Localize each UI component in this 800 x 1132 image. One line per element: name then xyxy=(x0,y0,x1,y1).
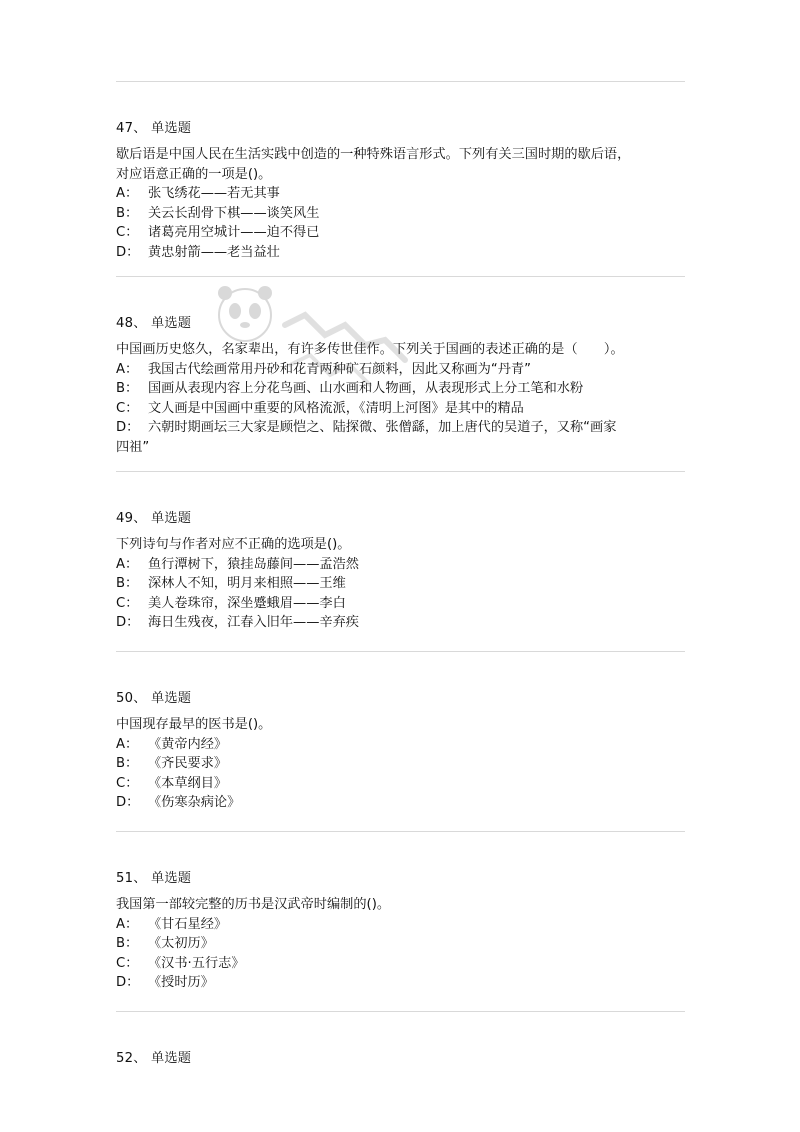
question-49 xyxy=(116,509,691,633)
question-47 xyxy=(116,119,691,262)
divider xyxy=(116,471,685,472)
divider xyxy=(116,651,685,652)
option-a[interactable]: A： 张飞绣花——若无其事 xyxy=(116,186,280,201)
question-header: 49、 单选题 xyxy=(116,511,192,526)
question-header: 52、 单选题 xyxy=(116,1051,192,1066)
question-stem: 对应语意正确的一项是()。 xyxy=(116,166,272,182)
question-50 xyxy=(116,689,691,813)
divider xyxy=(116,276,685,277)
option-d-continuation: 四祖” xyxy=(116,439,150,455)
question-52 xyxy=(116,1049,691,1075)
option-b[interactable]: B： 关云长刮骨下棋——谈笑风生 xyxy=(116,205,320,221)
option-d[interactable]: D： 海日生残夜，江春入旧年——辛弃疾 xyxy=(116,615,359,630)
option-b[interactable]: B： 国画从表现内容上分花鸟画、山水画和人物画，从表现形式上分工笔和水粉 xyxy=(116,381,584,396)
question-stem: 歇后语是中国人民在生活实践中创造的一种特殊语言形式。下列有关三国时期的歇后语， xyxy=(116,147,631,162)
option-b[interactable]: B： 《太初历》 xyxy=(116,936,214,951)
option-a[interactable]: A： 《甘石星经》 xyxy=(116,916,228,932)
option-a[interactable]: A： 我国古代绘画常用丹砂和花青两种矿石颜料，因此又称画为“丹青” xyxy=(116,361,531,377)
option-b[interactable]: B： 《齐民要求》 xyxy=(116,756,228,771)
option-c[interactable]: C： 《汉书·五行志》 xyxy=(116,955,245,971)
question-stem: 下列诗句与作者对应不正确的选项是()。 xyxy=(116,537,351,552)
question-stem: 中国画历史悠久，名家辈出，有许多传世佳作。下列关于国画的表述正确的是（ ）。 xyxy=(116,342,624,357)
question-header: 51、 单选题 xyxy=(116,871,192,886)
divider xyxy=(116,1011,685,1012)
option-d[interactable]: D： 六朝时期画坛三大家是顾恺之、陆探微、张僧繇，加上唐代的吴道子，又称“画家 xyxy=(116,420,617,435)
option-c[interactable]: C： 文人画是中国画中重要的风格流派，《清明上河图》是其中的精品 xyxy=(116,400,524,416)
question-stem: 中国现存最早的医书是()。 xyxy=(116,717,272,732)
question-header: 50、 单选题 xyxy=(116,691,192,706)
option-a[interactable]: A： 《黄帝内经》 xyxy=(116,736,228,752)
question-48 xyxy=(116,314,691,457)
option-d[interactable]: D： 黄忠射箭——老当益壮 xyxy=(116,244,280,260)
option-d[interactable]: D： 《授时历》 xyxy=(116,975,214,990)
option-d[interactable]: D： 《伤寒杂病论》 xyxy=(116,795,241,810)
option-b[interactable]: B： 深林人不知，明月来相照——王维 xyxy=(116,576,346,591)
option-a[interactable]: A： 鱼行潭树下，猿挂岛藤间——孟浩然 xyxy=(116,556,359,572)
question-51 xyxy=(116,869,691,993)
question-header: 47、 单选题 xyxy=(116,121,192,136)
option-c[interactable]: C： 《本草纲目》 xyxy=(116,775,228,791)
question-header: 48、 单选题 xyxy=(116,316,192,331)
option-c[interactable]: C： 美人卷珠帘，深坐蹙蛾眉——李白 xyxy=(116,595,346,611)
question-stem: 我国第一部较完整的历书是汉武帝时编制的()。 xyxy=(116,897,391,912)
divider xyxy=(116,81,685,82)
divider xyxy=(116,831,685,832)
option-c[interactable]: C： 诸葛亮用空城计——迫不得已 xyxy=(116,225,320,240)
